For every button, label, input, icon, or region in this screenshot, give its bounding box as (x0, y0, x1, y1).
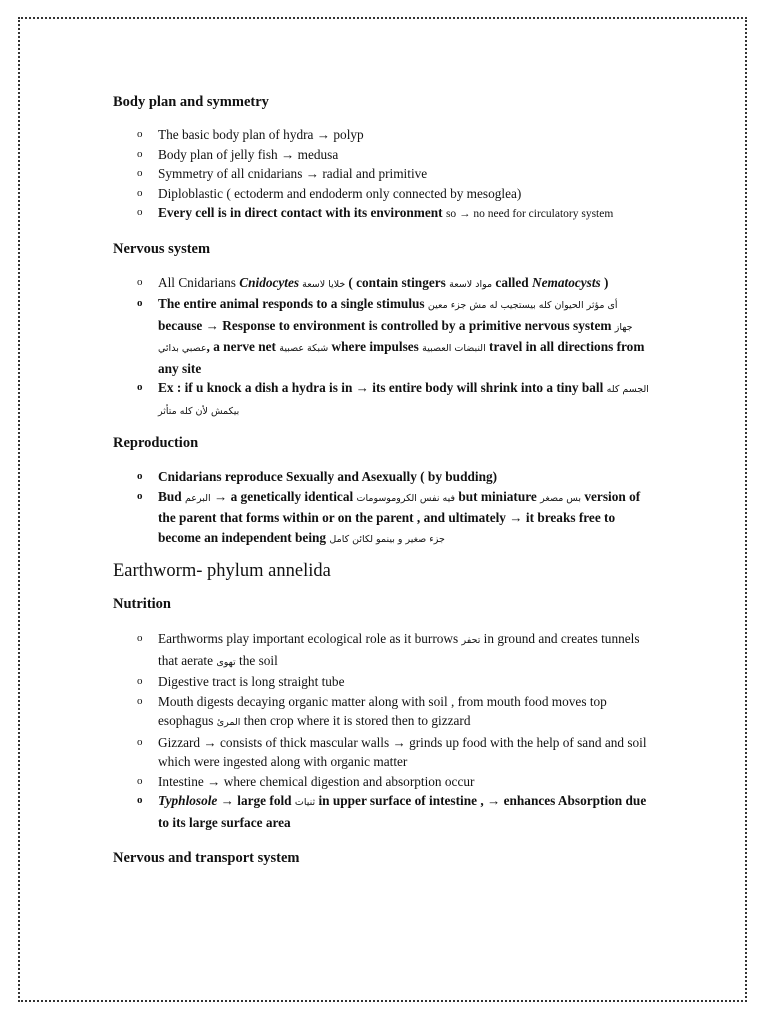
list-item: o Diploblastic ( ectoderm and endoderm only connected by mesoglea) (113, 184, 653, 204)
list-item: o The entire animal responds to a single stimulus أى مؤثر الحيوان كله بيستجيب له مش جزء معين because → Response to environment is controlled by a primitive nervous system جهاز عصبي بدائي, a nerve net شبكة عصبية where impulses النبضات العصبية travel in all directions from any site (137, 296, 645, 376)
list-item: o Intestine → where chemical digestion and absorption occur (113, 772, 653, 792)
bullet-icon: o (137, 186, 143, 199)
list-reproduction (113, 467, 653, 549)
bullet-icon: o (137, 774, 143, 787)
bullet-icon: o (137, 794, 143, 806)
heading-nutrition: Nutrition (113, 596, 171, 612)
list-item: o Body plan of jelly fish → medusa (113, 145, 653, 165)
bullet-icon: o (137, 147, 143, 160)
list-item: o Cnidarians reproduce Sexually and Asexually ( by budding) (113, 467, 653, 487)
bullet-icon: o (137, 735, 143, 748)
list-item: o Mouth digests decaying organic matter along with soil , from mouth food moves top esophagus المرئ then crop where it is stored then to gizzard (137, 693, 607, 728)
bullet-icon: o (137, 470, 143, 482)
list-item: o Gizzard → consists of thick mascular walls → grinds up food with the help of sand and soil which were ingested along with organic matter (137, 734, 647, 769)
bullet-icon: o (137, 206, 143, 218)
list-item: o Every cell is in direct contact with its environment so → no need for circulatory system (113, 203, 653, 225)
bullet-icon: o (137, 694, 143, 707)
document-content (113, 92, 653, 867)
list-nutrition (113, 629, 653, 832)
bullet-icon: o (137, 297, 143, 309)
heading-reproduction: Reproduction (113, 435, 199, 451)
list-item: o Ex : if u knock a dish a hydra is in → its entire body will shrink into a tiny ball الجسم كله بيكمش لأن كله متأثر (137, 380, 649, 417)
list-item: o Typhlosole → large fold ثنيات in upper surface of intestine , → enhances Absorption due to its large surface area (137, 793, 647, 830)
list-body-plan (113, 125, 653, 225)
bullet-icon: o (137, 167, 143, 179)
bullet-icon: o (137, 632, 143, 644)
bullet-icon: o (137, 381, 143, 393)
bullet-icon: o (137, 128, 143, 140)
list-item: o Digestive tract is long straight tube (113, 672, 653, 692)
title-earthworm: Earthworm- phylum annelida (113, 561, 331, 581)
list-item: o Bud البرعم → a genetically identical فيه نفس الكروموسومات but miniature بس مصغر version of the parent that forms within or on the parent , and ultimately → it breaks free to become an independent being جزء صغير و بينمو لكائن كامل (137, 488, 641, 545)
bullet-icon: o (137, 489, 143, 502)
list-item: o The basic body plan of hydra → polyp (113, 125, 653, 145)
list-item: o Earthworms play important ecological role as it burrows تحفر in ground and creates tunnels that aerate تهوى the soil (137, 631, 640, 668)
list-item: o All Cnidarians Cnidocytes خلايا لاسعة ( contain stingers مواد لاسعة called Nematocysts ) (113, 273, 653, 295)
bullet-icon: o (137, 675, 143, 687)
bullet-icon: o (137, 275, 143, 288)
list-item: o Symmetry of all cnidarians → radial and primitive (113, 164, 653, 184)
heading-body-plan: Body plan and symmetry (113, 94, 269, 110)
list-nervous-system (113, 273, 653, 422)
heading-nervous-system: Nervous system (113, 240, 211, 257)
heading-nervous-transport: Nervous and transport system (113, 850, 300, 866)
